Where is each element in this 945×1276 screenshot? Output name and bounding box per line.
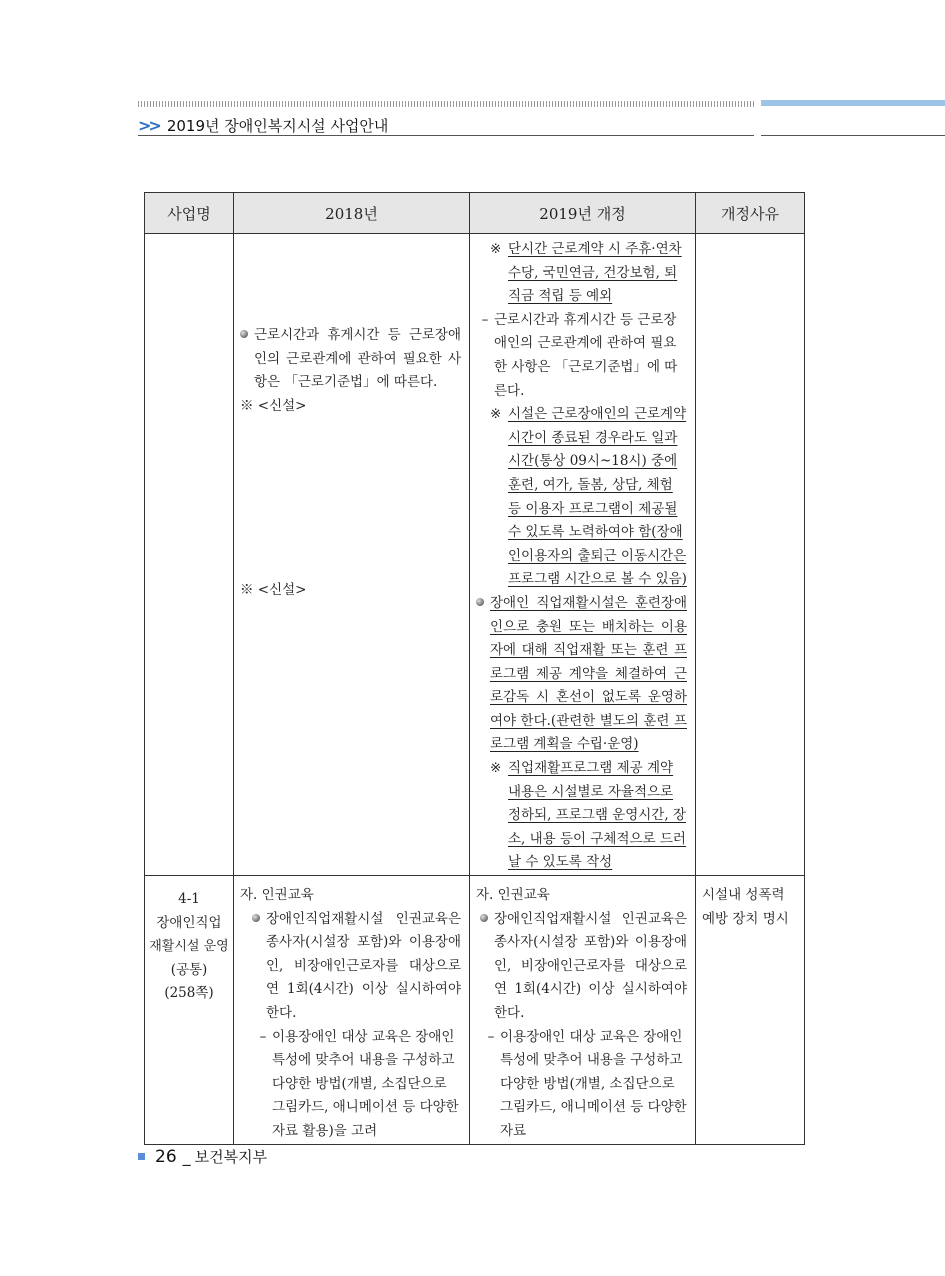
reference-note [476,403,687,592]
list-item [240,908,461,1026]
list-item [240,324,461,395]
dash-text: 이용장애인 대상 교육은 장애인 특성에 맞추어 내용을 구성하고 다양한 방법(개별, 소집단으로 그림카드, 애니메이션 등 다양한 자료 [500,1028,687,1139]
project-line: 4-1 [178,891,200,908]
new-note: ※ <신설> [240,397,307,414]
dash-mark: – [487,1028,495,1045]
table-row [145,234,805,876]
table-header-row [145,193,805,234]
row2-reason-cell: 시설내 성폭력 예방 장치 명시 [696,876,805,1145]
spacer [240,418,461,579]
project-line: (258쪽) [164,985,214,1002]
list-item [476,592,687,757]
bullet-text: 장애인 직업재활시설은 훈련장애인으로 충원 또는 배치하는 이용자에 대해 직업재활 또는 훈련 프로그램 제공 계약을 체결하여 근로감독 시 혼선이 없도록 운영하여야 한다.(관련한 별도의 훈련 프로그램 계획을 수립·운영) [490,594,687,753]
running-header-title: 2019년 장애인복지시설 사업안내 [166,116,389,135]
reference-text: 시설은 근로장애인의 근로계약시간이 종료된 경우라도 일과시간(통상 09시~18시) 중에 훈련, 여가, 돌봄, 상담, 체험 등 이용자 프로그램이 제공될 수 있도록 노력하여야 함(장애인이용자의 출퇴근 이동시간은 프로그램 시간으로 볼 수 있음) [508,406,687,588]
dash-item [476,1026,687,1144]
section-heading: 자. 인권교육 [240,887,314,904]
header-underline-right [761,135,945,136]
row1-2018-cell [234,234,470,876]
new-note: ※ <신설> [240,582,307,599]
row1-reason-cell [696,234,805,876]
double-chevron-icon: >> [138,115,159,135]
row2-2018-cell [234,876,470,1145]
dash-item [240,1026,461,1144]
page-number: 26 [155,1146,177,1167]
project-line: 재활시설 운영 [149,939,229,955]
dash-text: 근로시간과 휴게시간 등 근로장애인의 근로관계에 관하여 필요한 사항은 「근로기준법」에 따른다. [494,311,678,399]
reference-mark: ※ [490,241,502,257]
header-underline [138,135,754,136]
project-line: (공통) [170,961,208,978]
reference-mark: ※ [490,760,502,777]
list-item [476,908,687,1026]
col-header-2019: 2019년 개정 [470,193,696,234]
footer-organization: 보건복지부 [194,1148,268,1166]
row2-project-cell [145,876,234,1145]
table-row [145,876,805,1145]
reference-note [476,757,687,875]
reference-text: 직업재활프로그램 제공 계약 내용은 시설별로 자율적으로 정하되, 프로그램 운영시간, 장소, 내용 등이 구체적으로 드러날 수 있도록 작성 [508,760,686,871]
header-dotted-rule [138,101,755,107]
row2-2019-cell [470,876,696,1145]
bullet-text: 장애인직업재활시설 인권교육은 종사자(시설장 포함)와 이용장애인, 비장애인근로자를 대상으로 연 1회(4시간) 이상 실시하여야 한다. [494,910,687,1021]
bullet-icon [240,324,254,395]
dash-mark: – [481,311,489,328]
bullet-icon [480,908,494,1026]
footer-separator: _ [182,1147,191,1166]
bullet-icon [252,908,266,1026]
col-header-reason: 개정사유 [696,193,805,234]
section-heading: 자. 인권교육 [476,887,550,904]
page-footer [138,1146,267,1167]
reference-text: 단시간 근로계약 시 주휴·연차수당, 국민연금, 건강보험, 퇴직금 적립 등 예외 [508,241,682,305]
dash-text: 이용장애인 대상 교육은 장애인 특성에 맞추어 내용을 구성하고 다양한 방법(개별, 소집단으로 그림카드, 애니메이션 등 다양한 자료 활용)을 고려 [272,1028,459,1139]
bullet-icon [476,592,490,757]
bullet-text: 장애인직업재활시설 인권교육은 종사자(시설장 포함)와 이용장애인, 비장애인근로자를 대상으로 연 1회(4시간) 이상 실시하여야 한다. [266,910,461,1021]
header-accent-bar [761,100,945,106]
project-line: 장애인직업 [156,914,222,931]
bullet-text: 근로시간과 휴게시간 등 근로장애인의 근로관계에 관하여 필요한 사항은 「근로기준법」에 따른다. [254,327,461,391]
revision-table [144,192,805,1145]
spacer [240,246,461,324]
running-header [138,114,758,136]
dash-mark: – [259,1028,267,1045]
col-header-2018: 2018년 [234,193,470,234]
reference-mark: ※ [490,406,502,423]
col-header-project: 사업명 [145,193,234,234]
dash-item [476,309,687,403]
square-bullet-icon [138,1153,145,1160]
row1-project-cell [145,234,234,876]
row1-2019-cell [470,234,696,876]
reference-note [476,238,687,309]
